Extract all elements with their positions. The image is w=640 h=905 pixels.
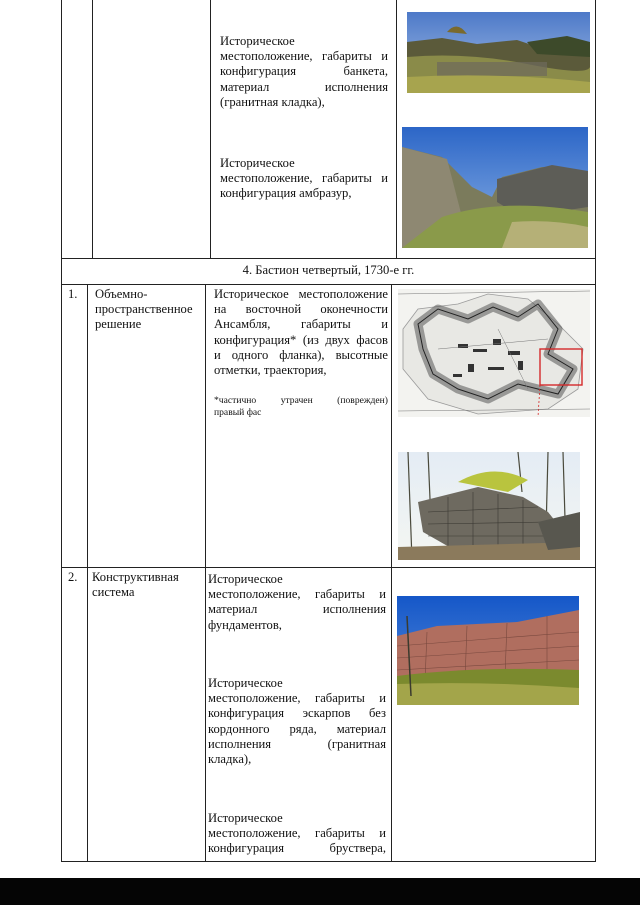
column-divider-1-lower (87, 284, 88, 862)
scan-bottom-edge (0, 878, 640, 905)
row-border-row2-top (61, 567, 596, 568)
text-line: материал исполнения (220, 79, 388, 94)
row2-number: 2. (68, 570, 78, 584)
text-line: Историческое (208, 811, 283, 825)
text-line: и одного фланка), высотные (214, 347, 388, 362)
escarps-description (208, 676, 386, 767)
section-title: 4. Бастион четвертый, 1730-е гг. (242, 263, 415, 277)
row1-footnote (214, 395, 388, 419)
column-divider-3-lower (391, 284, 392, 862)
bastion-plan-map (398, 289, 590, 417)
text-line: местоположение, габариты и (208, 826, 386, 841)
text-line: кордонного ряда, материал (208, 721, 386, 736)
text-line: кладка), (208, 752, 252, 767)
text-line: местоположение, габариты и (208, 691, 386, 706)
text-line: местоположение, габариты и (208, 587, 386, 602)
text-line: правый фас (214, 407, 262, 418)
text-line: Историческое (208, 676, 283, 690)
text-line: Историческое (220, 156, 295, 170)
text-line: местоположение, габариты и (220, 171, 388, 186)
text-line: местоположение, габариты и (220, 49, 388, 64)
text-line: пространственное (95, 302, 193, 317)
row1-description (214, 287, 388, 378)
text-line: отметки, траектория, (214, 363, 327, 378)
text-line: исполнения (гранитная (208, 736, 386, 751)
text-line: Историческое местоположение (214, 287, 388, 301)
photo-bastion-wall (398, 452, 580, 560)
foundations-description (208, 572, 386, 633)
parapet-description (208, 811, 386, 857)
table-border-bottom (61, 861, 596, 862)
banquette-description (220, 34, 388, 110)
table-border-left (61, 0, 62, 862)
text-line: материал исполнения (208, 602, 386, 617)
text-line: Объемно- (95, 287, 148, 301)
table-border-right (595, 0, 596, 862)
photo-banquette (407, 12, 590, 93)
text-line: конфигурация эскарпов без (208, 706, 386, 721)
column-divider-3 (396, 0, 397, 258)
row-border-section-top (61, 258, 596, 259)
photo-embrasures (402, 127, 588, 248)
text-line: *частично утрачен (поврежден) (214, 395, 388, 406)
column-divider-1 (92, 0, 93, 258)
text-line: решение (95, 317, 142, 332)
text-line: Историческое (220, 34, 295, 48)
photo-escarp-wall (397, 596, 579, 705)
text-line: конфигурация* (из двух фасов (214, 332, 388, 347)
text-line: на восточной оконечности (214, 302, 388, 317)
text-line: (гранитная кладка), (220, 94, 325, 109)
text-line: Ансамбля, габариты и (214, 317, 388, 332)
text-line: конфигурация амбразур, (220, 186, 352, 201)
column-divider-2-lower (205, 284, 206, 862)
embrasures-description (220, 156, 388, 202)
text-line: система (92, 585, 135, 600)
text-line: фундаментов, (208, 617, 282, 632)
text-line: конфигурация бруствера, (208, 841, 386, 856)
text-line: конфигурация банкета, (220, 64, 388, 79)
row1-name (95, 287, 205, 333)
row1-number: 1. (68, 287, 78, 301)
text-line: Историческое (208, 572, 283, 586)
text-line: Конструктивная (92, 570, 179, 584)
column-divider-2 (210, 0, 211, 258)
row2-name (92, 570, 202, 600)
row-border-section-bottom (61, 284, 596, 285)
